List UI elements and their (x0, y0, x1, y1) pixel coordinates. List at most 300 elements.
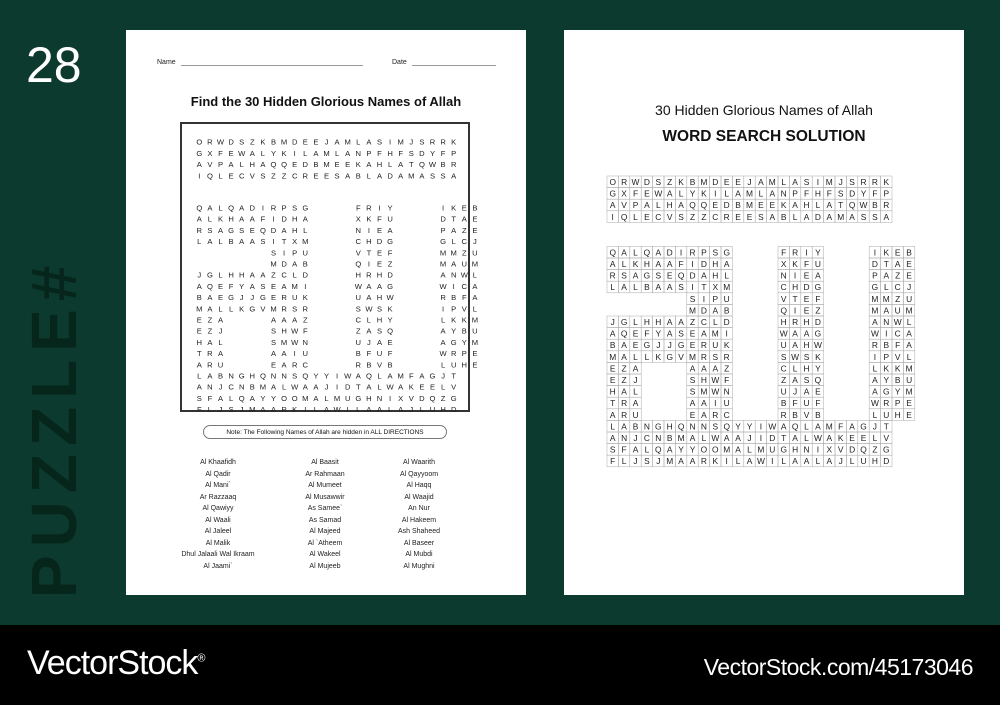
grid-letter: L (872, 409, 878, 420)
grid-letter: J (324, 382, 329, 392)
grid-letter: E (632, 340, 639, 351)
grid-letter: C (281, 270, 287, 280)
grid-letter: A (345, 171, 351, 181)
grid-letter: U (302, 349, 309, 359)
grid-letter: E (376, 248, 383, 258)
grid-letter: A (419, 371, 425, 381)
grid-letter: L (633, 317, 638, 328)
grid-letter: A (678, 317, 684, 328)
grid-letter: W (354, 281, 362, 291)
grid-letter: J (218, 326, 223, 336)
grid-letter: B (883, 340, 890, 351)
grid-letter: G (666, 351, 673, 362)
grid-letter: A (712, 305, 719, 316)
grid-letter: N (803, 444, 810, 455)
grid-letter: A (323, 405, 330, 415)
grid-letter: Y (239, 281, 245, 291)
grid-letter: L (260, 148, 266, 158)
grid-letter: A (376, 337, 383, 347)
grid-letter: L (792, 211, 798, 222)
grid-letter: S (678, 282, 684, 293)
grid-letter: E (689, 409, 696, 420)
grid-letter: D (723, 200, 730, 211)
grid-letter: Y (735, 421, 741, 432)
grid-letter: P (217, 160, 224, 170)
solution-grid (607, 176, 927, 496)
grid-letter: V (894, 351, 901, 362)
grid-letter: H (894, 409, 901, 420)
grid-letter: A (803, 386, 810, 397)
grid-letter: A (398, 405, 404, 415)
grid-letter: R (700, 456, 707, 467)
grid-letter: L (633, 247, 638, 258)
grid-letter: W (344, 371, 352, 381)
grid-letter: A (239, 237, 245, 247)
grid-letter: L (815, 456, 821, 467)
grid-letter: R (621, 398, 628, 409)
grid-letter: C (655, 211, 662, 222)
grid-letter: Q (270, 160, 277, 170)
grid-letter: D (450, 405, 457, 415)
grid-letter: M (323, 148, 330, 158)
grid-letter: B (872, 200, 878, 211)
grid-letter: J (409, 405, 414, 415)
grid-letter: I (293, 148, 296, 158)
grid-letter: L (419, 405, 425, 415)
grid-letter: A (302, 214, 308, 224)
grid-letter: I (793, 270, 797, 281)
grid-letter: I (261, 203, 264, 213)
grid-letter: H (712, 259, 719, 270)
grid-letter: G (643, 270, 651, 281)
grid-letter: R (723, 211, 730, 222)
grid-letter: U (387, 214, 393, 224)
grid-letter: U (291, 293, 298, 303)
grid-letter: O (700, 444, 708, 455)
grid-letter: R (792, 317, 799, 328)
grid-letter: L (621, 456, 627, 467)
grid-letter: W (791, 351, 800, 362)
grid-letter: E (323, 171, 330, 181)
grid-letter: Z (271, 171, 276, 181)
grid-letter: Z (387, 259, 393, 269)
grid-letter: Q (365, 371, 372, 381)
grid-letter: S (239, 225, 245, 235)
grid-letter: H (803, 340, 810, 351)
grid-letter: K (217, 214, 224, 224)
grid-letter: M (344, 137, 351, 147)
grid-letter: Q (228, 203, 235, 213)
grid-letter: X (207, 148, 213, 158)
grid-letter: R (281, 405, 287, 415)
grid-letter: L (781, 177, 787, 188)
grid-letter: Y (689, 188, 696, 199)
grid-letter: A (849, 421, 855, 432)
grid-letter: L (804, 433, 809, 444)
grid-letter: I (283, 248, 286, 258)
grid-letter: D (291, 137, 298, 147)
grid-letter: S (803, 177, 810, 188)
grid-letter: S (644, 456, 650, 467)
grid-letter: Z (667, 177, 673, 188)
grid-letter: L (207, 214, 213, 224)
grid-letter: Q (620, 211, 628, 222)
grid-letter: F (387, 248, 393, 258)
grid-letter: G (206, 270, 213, 280)
grid-letter: B (906, 247, 912, 258)
grid-letter: U (860, 456, 867, 467)
grid-letter: U (906, 293, 913, 304)
grid-letter: N (723, 386, 730, 397)
grid-letter: Z (895, 270, 901, 281)
grid-letter: L (303, 148, 308, 158)
word-list-item: As Samee` (307, 505, 343, 512)
grid-letter: S (678, 328, 684, 339)
grid-letter: P (440, 225, 446, 235)
grid-letter: A (196, 281, 202, 291)
grid-letter: G (883, 444, 890, 455)
grid-letter: V (803, 409, 810, 420)
grid-letter: Y (746, 421, 753, 432)
grid-letter: L (377, 371, 382, 381)
grid-letter: R (196, 225, 203, 235)
grid-letter: T (883, 421, 889, 432)
grid-letter: S (655, 177, 662, 188)
grid-letter: E (302, 137, 308, 147)
grid-letter: E (313, 171, 319, 181)
grid-letter: H (196, 337, 203, 347)
grid-letter: T (838, 200, 844, 211)
grid-letter: L (849, 456, 855, 467)
grid-letter: J (747, 177, 752, 188)
grid-letter: A (803, 456, 810, 467)
grid-letter: A (609, 328, 616, 339)
grid-letter: K (302, 293, 308, 303)
grid-letter: V (780, 293, 787, 304)
grid-letter: A (894, 259, 901, 270)
grid-letter: N (302, 337, 309, 347)
grid-letter: I (714, 398, 717, 409)
grid-letter: A (689, 363, 696, 374)
grid-letter: K (260, 137, 266, 147)
grid-letter: E (803, 293, 810, 304)
grid-letter: Z (689, 317, 696, 328)
grid-letter: A (260, 160, 266, 170)
word-list-item: Al Mughni (403, 562, 435, 570)
grid-letter: A (632, 270, 639, 281)
grid-letter: A (689, 433, 696, 444)
grid-letter: W (631, 177, 640, 188)
grid-letter: A (387, 371, 393, 381)
grid-letter: H (366, 393, 372, 403)
grid-letter: M (905, 363, 913, 374)
grid-letter: H (366, 237, 372, 247)
grid-letter: E (217, 293, 224, 303)
grid-letter: I (272, 214, 275, 224)
grid-letter: I (442, 203, 445, 213)
grid-letter: A (666, 317, 673, 328)
grid-letter: B (451, 293, 457, 303)
grid-letter: L (633, 211, 638, 222)
grid-letter: P (712, 293, 719, 304)
grid-letter: A (207, 337, 213, 347)
grid-letter: A (678, 456, 684, 467)
grid-letter: E (632, 328, 639, 339)
grid-letter: E (217, 281, 224, 291)
grid-letter: S (260, 281, 266, 291)
grid-letter: R (780, 409, 787, 420)
word-list-item: Al Hakeem (401, 516, 437, 524)
grid-letter: S (689, 386, 696, 397)
grid-letter: E (609, 375, 616, 386)
grid-letter: K (239, 304, 245, 314)
word-list-item: Al Jaami` (203, 562, 233, 570)
grid-letter: M (302, 237, 309, 247)
grid-letter: A (451, 225, 457, 235)
grid-letter: A (376, 405, 383, 415)
grid-letter: E (735, 177, 741, 188)
grid-letter: S (260, 171, 266, 181)
grid-letter: Z (355, 326, 361, 336)
grid-letter: Q (259, 225, 266, 235)
grid-letter: G (355, 393, 362, 403)
grid-letter: I (293, 349, 296, 359)
grid-letter: F (815, 293, 821, 304)
grid-letter: J (324, 137, 329, 147)
grid-letter: B (666, 433, 673, 444)
grid-letter: H (666, 200, 673, 211)
grid-letter: H (780, 317, 787, 328)
grid-letter: A (398, 382, 404, 392)
grid-letter: A (849, 211, 855, 222)
grid-letter: U (302, 248, 309, 258)
grid-letter: X (826, 444, 833, 455)
grid-letter: V (621, 200, 627, 211)
grid-letter: M (700, 386, 708, 397)
grid-letter: T (701, 282, 707, 293)
grid-letter: J (409, 137, 414, 147)
grid-letter: T (196, 349, 202, 359)
grid-letter: G (196, 148, 203, 158)
grid-letter: E (228, 171, 234, 181)
grid-letter: U (450, 360, 457, 370)
grid-letter: Y (270, 393, 277, 403)
grid-letter: A (366, 405, 372, 415)
word-list-item: Al Mani` (205, 482, 231, 489)
grid-letter: A (239, 214, 245, 224)
grid-letter: G (228, 293, 235, 303)
grid-letter: F (440, 148, 446, 158)
grid-letter: C (302, 360, 309, 370)
grid-letter: U (632, 409, 639, 420)
grid-letter: R (792, 247, 799, 258)
grid-letter: N (270, 371, 277, 381)
grid-letter: U (429, 405, 436, 415)
grid-letter: A (366, 326, 372, 336)
grid-letter: A (228, 160, 234, 170)
grid-letter: Y (451, 326, 457, 336)
grid-letter: T (355, 382, 361, 392)
grid-letter: L (387, 160, 393, 170)
grid-letter: F (196, 405, 202, 415)
word-list-item: Ash Shaheed (397, 528, 441, 535)
grid-letter: Q (259, 371, 266, 381)
grid-letter: G (259, 293, 266, 303)
grid-letter: A (666, 282, 673, 293)
grid-letter: S (207, 225, 213, 235)
grid-letter: Q (780, 305, 787, 316)
grid-letter: F (387, 349, 393, 359)
grid-letter: I (367, 259, 370, 269)
grid-letter: B (689, 177, 696, 188)
grid-letter: A (621, 421, 627, 432)
footer-bar (0, 625, 1000, 705)
grid-letter: A (355, 371, 361, 381)
grid-letter: H (700, 375, 707, 386)
grid-letter: H (792, 282, 799, 293)
grid-letter: A (345, 148, 351, 158)
grid-letter: K (451, 315, 457, 325)
grid-letter: G (723, 247, 730, 258)
grid-letter: H (803, 317, 810, 328)
grid-letter: U (723, 398, 730, 409)
grid-letter: A (292, 315, 298, 325)
grid-letter: R (700, 340, 707, 351)
grid-letter: U (461, 259, 468, 269)
grid-letter: Z (271, 270, 276, 280)
grid-letter: Z (281, 171, 287, 181)
grid-letter: F (302, 326, 308, 336)
grid-letter: H (655, 317, 662, 328)
grid-letter: L (218, 304, 223, 314)
grid-letter: A (712, 363, 719, 374)
grid-letter: H (376, 315, 383, 325)
grid-letter: H (291, 214, 298, 224)
grid-letter: C (355, 237, 362, 247)
word-list-column-1 (168, 457, 268, 572)
grid-letter: V (355, 248, 361, 258)
word-list-item: Al Mumeet (308, 482, 342, 489)
grid-letter: S (270, 326, 277, 336)
grid-letter: Q (609, 247, 616, 258)
grid-letter: F (355, 203, 361, 213)
grid-letter: A (239, 203, 245, 213)
grid-letter: E (815, 386, 821, 397)
grid-letter: A (334, 137, 340, 147)
grid-letter: J (907, 282, 912, 293)
grid-letter: D (419, 393, 425, 403)
grid-letter: I (378, 203, 381, 213)
grid-letter: E (758, 200, 764, 211)
grid-letter: I (611, 211, 614, 222)
grid-letter: D (723, 317, 730, 328)
grid-letter: A (217, 393, 224, 403)
grid-letter: F (644, 328, 650, 339)
grid-letter: M (723, 444, 731, 455)
grid-letter: W (711, 386, 720, 397)
grid-letter: E (472, 214, 478, 224)
grid-letter: Y (678, 444, 684, 455)
grid-letter: A (281, 360, 287, 370)
grid-letter: J (633, 433, 638, 444)
grid-letter: B (815, 409, 821, 420)
grid-letter: M (689, 305, 696, 316)
grid-letter: P (883, 188, 890, 199)
grid-letter: A (249, 393, 255, 403)
grid-letter: I (793, 305, 797, 316)
grid-letter: W (238, 148, 246, 158)
grid-letter: I (442, 304, 445, 314)
grid-letter: M (471, 315, 479, 325)
grid-letter: M (270, 259, 277, 269)
grid-letter: B (228, 237, 234, 247)
grid-letter: A (461, 214, 467, 224)
grid-letter: L (303, 225, 308, 235)
grid-letter: E (735, 211, 741, 222)
grid-letter: D (666, 247, 673, 258)
grid-letter: Z (461, 248, 467, 258)
grid-letter: Q (723, 421, 730, 432)
grid-letter: R (723, 351, 730, 362)
grid-letter: D (249, 203, 256, 213)
date-field[interactable] (412, 65, 496, 66)
grid-letter: A (758, 177, 764, 188)
grid-letter: D (281, 214, 287, 224)
grid-letter: R (207, 137, 213, 147)
grid-letter: L (781, 456, 787, 467)
grid-letter: A (313, 148, 319, 158)
grid-letter: L (356, 137, 361, 147)
grid-letter: A (217, 225, 224, 235)
grid-letter: W (711, 433, 720, 444)
grid-letter: K (837, 433, 844, 444)
grid-letter: O (291, 393, 298, 403)
name-field[interactable] (181, 65, 363, 66)
grid-letter: Q (418, 160, 425, 170)
grid-letter: B (609, 340, 616, 351)
grid-letter: K (883, 177, 890, 188)
grid-letter: N (700, 421, 707, 432)
grid-letter: L (815, 200, 821, 211)
grid-letter: Q (429, 393, 436, 403)
grid-letter: E (249, 225, 255, 235)
grid-letter: O (196, 137, 203, 147)
grid-letter: E (270, 293, 277, 303)
grid-letter: N (643, 421, 650, 432)
grid-letter: E (849, 433, 855, 444)
grid-letter: Q (206, 281, 213, 291)
grid-letter: K (292, 405, 298, 415)
grid-letter: H (712, 270, 719, 281)
grid-letter: L (678, 188, 684, 199)
grid-letter: A (440, 270, 446, 280)
grid-letter: W (813, 433, 822, 444)
grid-letter: Y (815, 363, 821, 374)
grid-letter: A (826, 433, 833, 444)
grid-letter: A (313, 393, 319, 403)
grid-letter: F (803, 259, 810, 270)
grid-letter: L (906, 351, 912, 362)
grid-letter: G (429, 371, 436, 381)
grid-letter: L (610, 421, 616, 432)
grid-letter: I (873, 247, 877, 258)
grid-letter: A (803, 328, 810, 339)
grid-letter: A (735, 444, 741, 455)
worksheet-page (126, 30, 526, 595)
grid-letter: A (701, 363, 707, 374)
grid-letter: C (894, 282, 901, 293)
grid-letter: G (643, 340, 651, 351)
